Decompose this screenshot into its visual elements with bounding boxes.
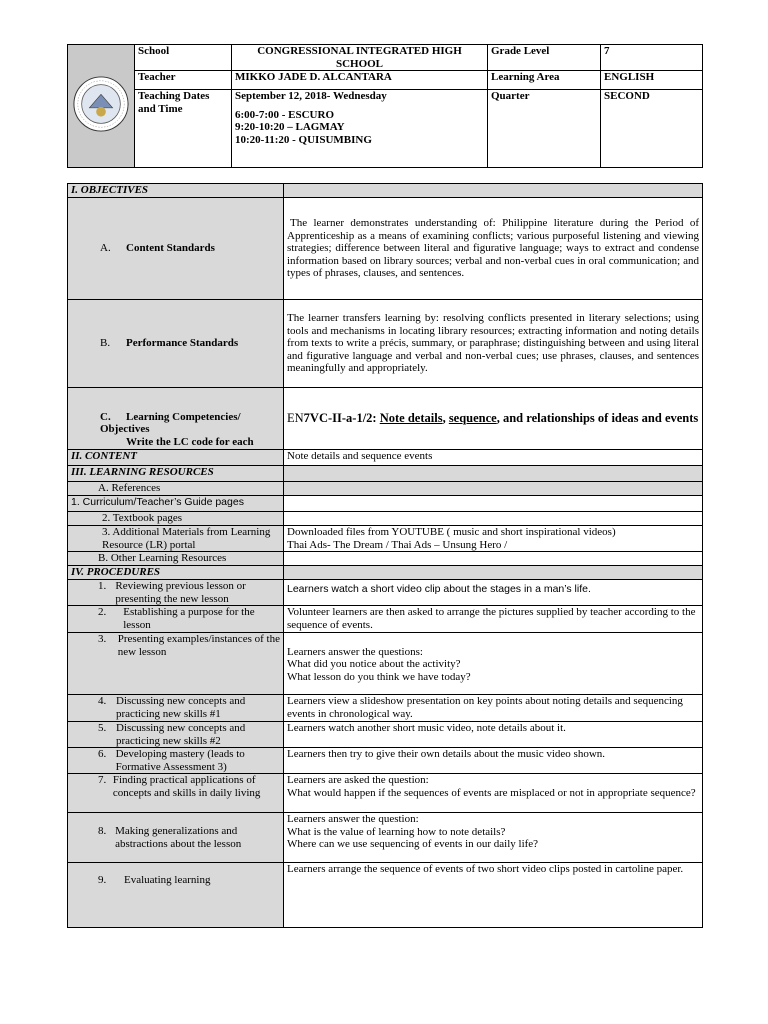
procedure-num: 8. bbox=[98, 825, 107, 837]
other-resources-value bbox=[284, 552, 703, 566]
lc-sequence: sequence bbox=[448, 411, 497, 425]
procedure-label bbox=[68, 863, 284, 928]
procedure-label bbox=[68, 606, 284, 633]
additional-label: 3. Additional Materials from Learning Resource (LR) portal bbox=[68, 526, 284, 552]
resources-heading-blank bbox=[284, 466, 703, 482]
procedure-text: Volunteer learners are then asked to arrange the pictures supplied by teacher according to the sequence of events. bbox=[284, 606, 703, 633]
performance-letter: B. bbox=[100, 337, 111, 350]
textbook-value bbox=[284, 512, 703, 526]
lc-text bbox=[284, 388, 703, 450]
performance-label: Performance Standards bbox=[126, 337, 239, 350]
content-standards-letter: A. bbox=[100, 242, 111, 255]
lc-comma: , bbox=[442, 411, 446, 425]
procedure-num: 7. bbox=[98, 774, 107, 786]
resources-heading: III. LEARNING RESOURCES bbox=[68, 466, 284, 482]
content-standards-text: The learner demonstrates understanding of: Philippine literature during the Period of Apprenticeship as a means of examining conflicts; various purposeful listening and viewing strategies; difference between literal and figurative language; ways to extract and condense information based on library sources; verbal and non-verbal cues in oral communication; and types of phrases, clauses, and sentences. bbox=[284, 198, 703, 300]
objectives-heading-blank bbox=[284, 184, 703, 198]
procedure-num: 5. bbox=[98, 722, 107, 734]
content-text: Note details and sequence events bbox=[284, 450, 703, 466]
grade-label: Grade Level bbox=[488, 45, 601, 71]
curriculum-value bbox=[284, 496, 703, 512]
lc-label-cell bbox=[68, 388, 284, 450]
school-value: CONGRESSIONAL INTEGRATED HIGH SCHOOL bbox=[232, 45, 488, 71]
procedure-label-text: Finding practical applications of concepts and skills in daily living bbox=[112, 774, 261, 799]
performance-standards-text: The learner transfers learning by: resolving conflicts presented in literary selections; using tools and mechanisms in locating library resources; extracting information and noting details from texts to write a précis, summary, or paraphrase; distinguishing between and using literal and figurative language and verbal and non-verbal cues; use phrases, clauses, and sentences meaningfully and appropriately. bbox=[284, 300, 703, 388]
procedure-text: Learners answer the questions: What did you notice about the activity? What lesson do you think we have today? bbox=[284, 633, 703, 695]
objectives-heading: I. OBJECTIVES bbox=[68, 184, 284, 198]
dates-cell bbox=[232, 90, 488, 168]
procedure-label bbox=[68, 813, 284, 863]
procedure-text: Learners view a slideshow presentation on key points about noting details and sequencing events in chronological way. bbox=[284, 695, 703, 722]
procedure-text: Learners arrange the sequence of events of two short video clips posted in cartoline paper. bbox=[284, 863, 703, 928]
teacher-label: Teacher bbox=[135, 71, 232, 90]
lc-code-prefix: EN bbox=[287, 411, 304, 425]
procedure-num: 3. bbox=[98, 633, 107, 645]
performance-standards-label-cell bbox=[68, 300, 284, 388]
content-standards-label-cell bbox=[68, 198, 284, 300]
deped-seal-icon bbox=[72, 75, 130, 133]
other-resources-label: B. Other Learning Resources bbox=[68, 552, 284, 566]
procedure-label-text: Reviewing previous lesson or presenting the new lesson bbox=[115, 580, 246, 605]
procedure-num: 2. bbox=[98, 606, 107, 618]
procedure-text: Learners are asked the question: What would happen if the sequences of events are misplaced or not in appropriate sequence? bbox=[284, 774, 703, 813]
quarter-label: Quarter bbox=[488, 90, 601, 168]
procedure-label-text: Making generalizations and abstractions about the lesson bbox=[115, 825, 242, 850]
procedure-label-text: Discussing new concepts and practicing new skills #2 bbox=[116, 722, 246, 747]
procedure-label bbox=[68, 633, 284, 695]
lc-rest: , and relationships of ideas and events bbox=[496, 411, 699, 425]
header-table bbox=[67, 44, 703, 168]
lesson-plan-table bbox=[67, 183, 703, 928]
procedure-label bbox=[68, 695, 284, 722]
area-label: Learning Area bbox=[488, 71, 601, 90]
references-label: A. References bbox=[68, 482, 284, 496]
references-blank bbox=[284, 482, 703, 496]
dates-label: Teaching Dates and Time bbox=[135, 90, 232, 168]
class-times: 6:00-7:00 - ESCURO 9:20-10:20 – LAGMAY 10:20-11:20 - QUISUMBING bbox=[235, 108, 372, 146]
area-value: ENGLISH bbox=[601, 71, 703, 90]
lc-code: 7VC-II-a-1/2: bbox=[303, 411, 377, 425]
curriculum-label: 1. Curriculum/Teacher’s Guide pages bbox=[68, 496, 284, 512]
procedure-label-text: Discussing new concepts and practicing new skills #1 bbox=[116, 695, 246, 720]
school-label: School bbox=[135, 45, 232, 71]
content-heading: II. CONTENT bbox=[68, 450, 284, 466]
procedures-heading: IV. PROCEDURES bbox=[68, 566, 284, 580]
procedure-num: 6. bbox=[98, 748, 107, 760]
textbook-label: 2. Textbook pages bbox=[68, 512, 284, 526]
grade-value: 7 bbox=[601, 45, 703, 71]
procedure-label bbox=[68, 774, 284, 813]
procedure-num: 4. bbox=[98, 695, 107, 707]
procedure-text: Learners answer the question: What is the value of learning how to note details? Where can we use sequencing of events in our daily life? bbox=[284, 813, 703, 863]
procedure-label bbox=[68, 748, 284, 774]
lc-letter: C. bbox=[100, 410, 111, 423]
lc-label: Learning Competencies/ Objectives bbox=[100, 410, 241, 435]
lc-note-details: Note details bbox=[379, 411, 443, 425]
procedure-text: Learners watch a short video clip about the stages in a man’s life. bbox=[284, 580, 703, 606]
teacher-value: MIKKO JADE D. ALCANTARA bbox=[232, 71, 488, 90]
procedure-label-text: Developing mastery (leads to Formative Assessment 3) bbox=[115, 748, 245, 773]
deped-seal-cell bbox=[68, 45, 135, 168]
procedure-label-text: Evaluating learning bbox=[124, 874, 211, 886]
procedure-text: Learners watch another short music video, note details about it. bbox=[284, 722, 703, 748]
lc-sub: Write the LC code for each bbox=[126, 435, 254, 448]
procedure-num: 1. bbox=[98, 580, 107, 592]
procedure-label-text: Presenting examples/instances of the new lesson bbox=[117, 633, 280, 658]
quarter-value: SECOND bbox=[601, 90, 703, 168]
procedure-label bbox=[68, 722, 284, 748]
dates-value: September 12, 2018- Wednesday bbox=[235, 90, 387, 102]
procedure-num: 9. bbox=[98, 874, 107, 886]
procedure-label-text: Establishing a purpose for the lesson bbox=[123, 606, 255, 631]
procedure-label bbox=[68, 580, 284, 606]
additional-text: Downloaded files from YOUTUBE ( music and short inspirational videos) Thai Ads- The Dream / Thai Ads – Unsung Hero / bbox=[284, 526, 703, 552]
procedures-heading-blank bbox=[284, 566, 703, 580]
procedure-text: Learners then try to give their own details about the music video shown. bbox=[284, 748, 703, 774]
content-standards-label: Content Standards bbox=[126, 242, 215, 255]
